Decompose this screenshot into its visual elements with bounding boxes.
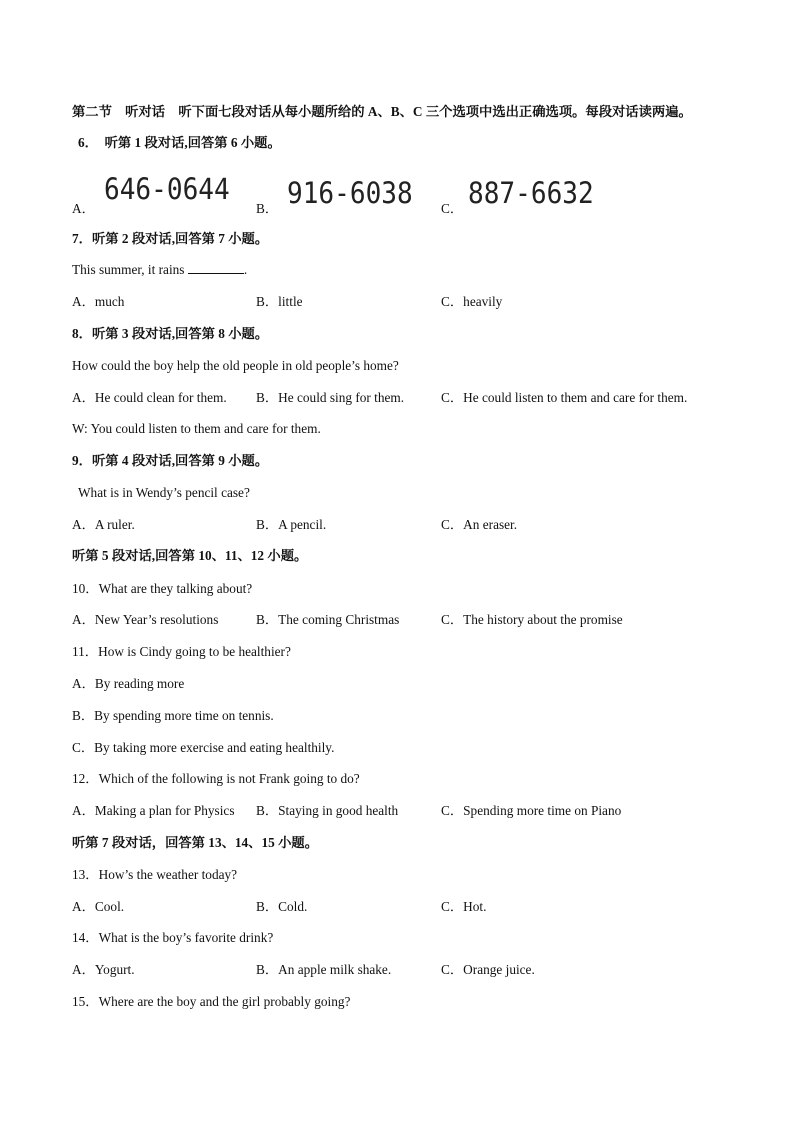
q8-note: W: You could listen to them and care for them. [72,421,321,436]
q13-option-a: A．Cool. [72,899,125,914]
section-header: 第二节 听对话 听下面七段对话从每小题所给的 A、B、C 三个选项中选出正确选项。每段对话读两遍。 [72,104,692,119]
q9-option-a: A．A ruler. [72,517,135,532]
q7-option-c: C．heavily [441,294,503,309]
answer-blank [188,261,244,274]
q10-option-c: C．The history about the promise [441,612,623,627]
q15-question: 15．Where are the boy and the girl probably going? [72,994,351,1009]
q13-option-b: B．Cold. [256,899,308,914]
q10-option-a: A．New Year’s resolutions [72,612,219,627]
q12-option-c: C．Spending more time on Piano [441,803,622,818]
q9-option-c: C．An eraser. [441,517,518,532]
q8-question: How could the boy help the old people in old people’s home? [72,358,399,373]
q13-option-c: C．Hot. [441,899,487,914]
q8-option-b: B．He could sing for them. [256,390,405,405]
q7-question-text: This summer, it rains [72,262,185,277]
q6-option-b-letter: B． [256,201,279,216]
q10-option-b: B．The coming Christmas [256,612,400,627]
q12-option-a: A．Making a plan for Physics [72,803,235,818]
dialog5-prompt: 听第 5 段对话,回答第 10、11、12 小题。 [72,548,308,563]
q10-question: 10．What are they talking about? [72,581,253,596]
q7-option-b: B．little [256,294,303,309]
q7-question-end: . [243,262,248,277]
q14-question: 14．What is the boy’s favorite drink? [72,930,274,945]
q6-option-a-letter: A． [72,201,95,216]
q6-prompt: 6． 听第 1 段对话,回答第 6 小题。 [78,135,281,150]
q9-question: What is in Wendy’s pencil case? [78,485,250,500]
dialog7-prompt: 听第 7 段对话，回答第 13、14、15 小题。 [72,835,318,850]
q9-option-b: B．A pencil. [256,517,327,532]
q14-option-a: A．Yogurt. [72,962,135,977]
q12-option-b: B．Staying in good health [256,803,399,818]
q8-prompt: 8．听第 3 段对话,回答第 8 小题。 [72,326,269,341]
q13-question: 13．How’s the weather today? [72,867,238,882]
q11-option-a: A．By reading more [72,676,185,691]
q6-option-a-phone-image: 646-0644 [104,172,230,206]
q7-prompt: 7．听第 2 段对话,回答第 7 小题。 [72,231,269,246]
q6-option-c-letter: C． [441,201,464,216]
q9-prompt: 9．听第 4 段对话,回答第 9 小题。 [72,453,269,468]
q6-option-c-phone-image: 887-6632 [468,176,594,210]
q14-option-b: B．An apple milk shake. [256,962,392,977]
q8-option-a: A．He could clean for them. [72,390,227,405]
q12-question: 12．Which of the following is not Frank going to do? [72,771,360,786]
q6-option-b-phone-image: 916-6038 [287,176,413,210]
q14-option-c: C．Orange juice. [441,962,535,977]
q11-question: 11．How is Cindy going to be healthier? [72,644,291,659]
q7-option-a: A．much [72,294,125,309]
q11-option-b: B．By spending more time on tennis. [72,708,274,723]
q7-question [72,261,247,279]
q11-option-c: C．By taking more exercise and eating healthily. [72,740,335,755]
q8-option-c: C．He could listen to them and care for them. [441,390,688,405]
